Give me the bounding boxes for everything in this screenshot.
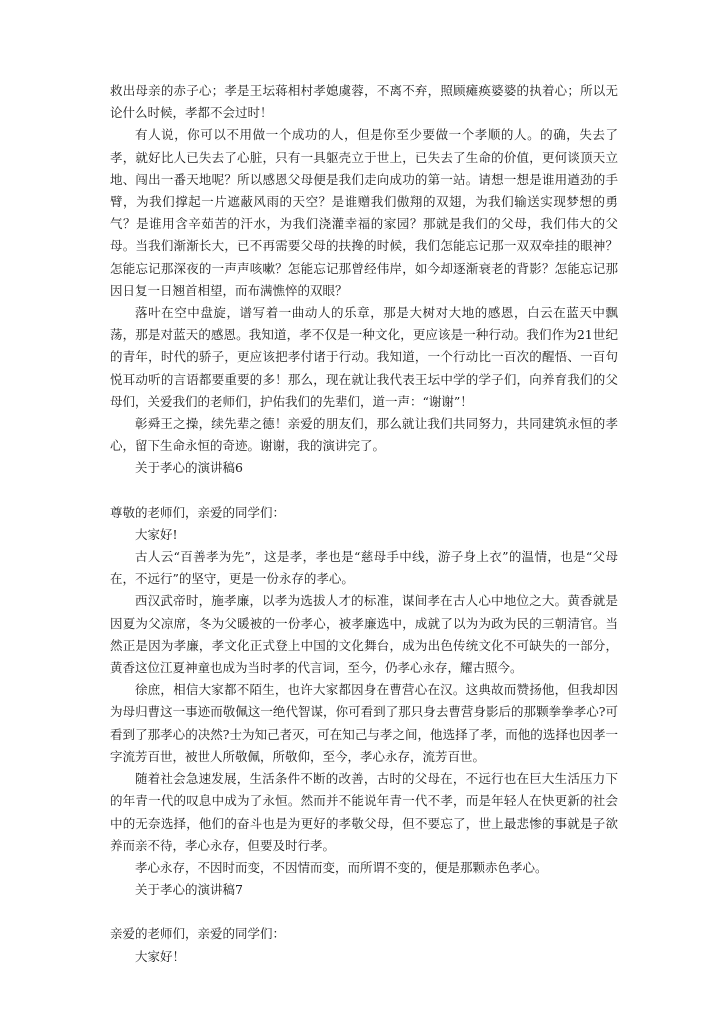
greeting: 大家好！ [135,948,186,964]
document-page [110,80,618,968]
paragraph: 古人云“百善孝为先”，这是孝，孝也是“慈母手中线，游子身上衣”的温情，也是“父母在，不远行”的坚守，更是一份永存的孝心。 [110,549,618,587]
paragraph: 西汉武帝时，施孝廉，以孝为选拔人才的标准，谋间孝在古人心中地位之大。黄香就是因夏为父凉席，冬为父暖被的一份孝心，被孝廉选中，成就了以为为政为民的三朝清官。当然正是因为孝廉，孝文化正式登上中国的文化舞台，成为出色传统文化不可缺失的一部分，黄香这位江夏神童也成为当时孝的代言词，至今，仍孝心永存，耀古照今。 [110,593,618,676]
paragraph: 孝心永存，不因时而变，不因情而变，而所谓不变的，便是那颗赤色孝心。 [135,859,548,875]
paragraph: 有人说，你可以不用做一个成功的人，但是你至少要做一个孝顺的人。的确，失去了孝，就好比人已失去了心脏，只有一具躯壳立于世上，已失去了生命的价值，更何谈顶天立地、闯出一番天地呢？所以感恩父母便是我们走向成功的第一站。请想一想是谁用遒劲的手臂，为我们撑起一片遮蔽风雨的天空？是谁赠我们傲翔的双翅，为我们输送实现梦想的勇气？是谁用含辛茹苦的汗水，为我们浇灌幸福的家园？那就是我们的父母，我们伟大的父母。当我们渐渐长大，已不再需要父母的扶搀的时候，我们怎能忘记那一双双牵挂的眼神？怎能忘记那深夜的一声声咳嗽？怎能忘记那曾经伟岸，如今却逐渐衰老的背影？怎能忘记那因日复一日翘首相望，而布满憔悴的双眼？ [110,127,618,298]
blank-line [110,901,618,923]
section-heading: 关于孝心的演讲稿6 [135,460,243,476]
salutation: 亲爱的老师们，亲爱的同学们： [110,926,286,942]
paragraph: 救出母亲的赤子心；孝是王坛蒋相村孝媳虞蓉，不离不弃，照顾瘫痪婆婆的执着心；所以无论什么时候，孝都不会过时！ [110,83,618,121]
greeting: 大家好! [135,526,178,542]
paragraph: 徐庶，相信大家都不陌生，也许大家都因身在曹营心在汉。这典故而赞扬他，但我却因为母归曹这一事迹而敬佩这一绝代智谋，你可看到了那只身去曹营身影后的那颗拳拳孝心?可看到了那孝心的决然?士为知己者灭，可在知己与孝之间，他选择了孝，而他的选择也因孝一字流芳百世，被世人所敬佩，所敬仰，至今，孝心永存，流芳百世。 [110,682,618,764]
paragraph: 彰舜王之操，续先辈之德！亲爱的朋友们，那么就让我们共同努力，共同建筑永恒的孝心，留下生命永恒的奇迹。谢谢，我的演讲完了。 [110,416,618,454]
paragraph: 落叶在空中盘旋，谱写着一曲动人的乐章，那是大树对大地的感恩，白云在蓝天中飘荡，那是对蓝天的感恩。我知道，孝不仅是一种文化，更应该是一种行动。我们作为21世纪的青年，时代的骄子，更应该把孝付诸于行动。我知道，一个行动比一百次的醒悟、一百句悦耳动听的言语都要重要的多！那么，现在就让我代表王坛中学的学子们，向养育我们的父母们，关爱我们的老师们，护佑我们的先辈们，道一声：“谢谢”！ [110,305,618,409]
section-heading: 关于孝心的演讲稿7 [135,882,243,898]
paragraph: 随着社会急速发展，生活条件不断的改善，古时的父母在，不远行也在巨大生活压力下的年青一代的叹息中成为了永恒。然而并不能说年青一代不孝，而是年轻人在快更新的社会中的无奈选择，他们的奋斗也是为更好的孝敬父母，但不要忘了，世上最悲惨的事就是子欲养而亲不待，孝心永存，但要及时行孝。 [110,771,618,853]
blank-line [110,480,618,502]
salutation: 尊敬的老师们，亲爱的同学们： [110,504,286,520]
